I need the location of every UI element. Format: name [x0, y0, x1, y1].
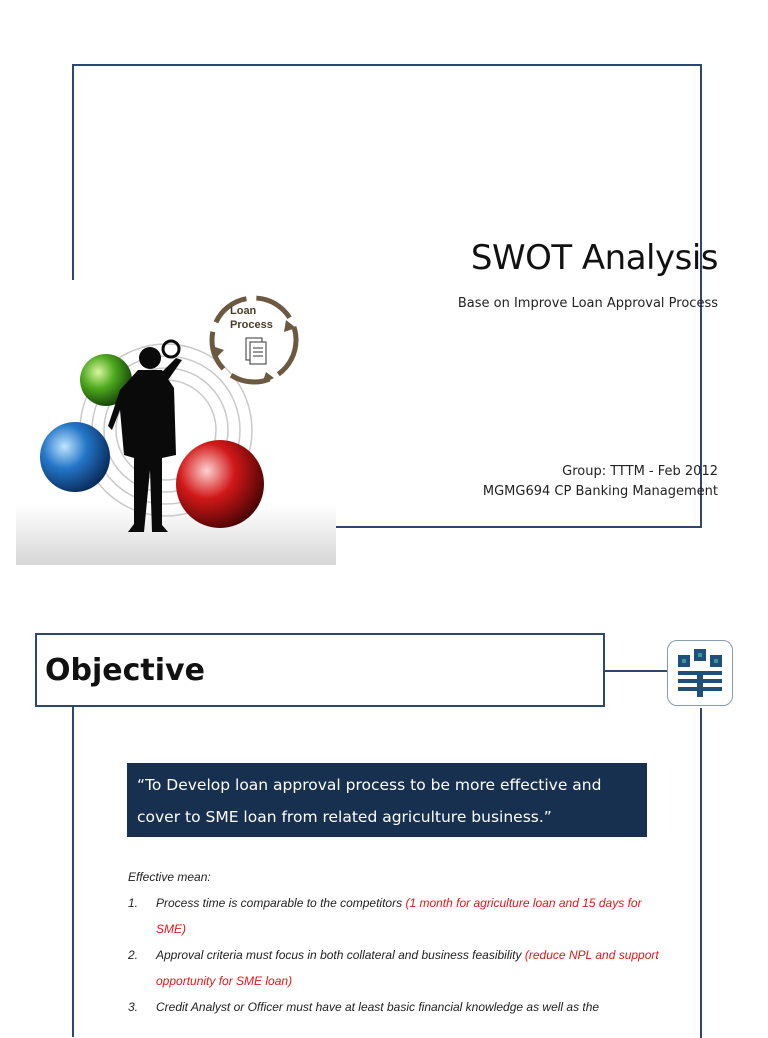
objective-quote: “To Develop loan approval process to be more effective and cover to SME loan from related agriculture business.” — [127, 763, 647, 837]
frame-line-left — [72, 707, 74, 1037]
list-highlight: (reduce NPL and support opportunity for SME loan) — [156, 948, 659, 988]
list-number: 1. — [128, 896, 139, 910]
list-text: Credit Analyst or Officer must have at least basic financial knowledge as well as the — [156, 1000, 600, 1014]
bank-logo-svg — [668, 641, 732, 705]
objective-header — [35, 633, 605, 707]
diagram-label-line1: Loan — [230, 305, 257, 317]
list-text: Approval criteria must focus in both collateral and business feasibility — [156, 948, 525, 962]
group-info — [483, 462, 718, 502]
list-highlight: (1 month for agriculture loan and 15 days for SME) — [156, 896, 642, 936]
slide-subtitle: Base on Improve Loan Approval Process — [457, 296, 718, 311]
bank-logo-icon — [667, 640, 733, 706]
list-text: Process time is comparable to the competitors — [156, 896, 406, 910]
list-number: 2. — [128, 948, 139, 962]
effective-list — [128, 890, 668, 1020]
floor-shadow — [16, 505, 336, 565]
frame-connector — [605, 670, 667, 672]
slide-title: SWOT Analysis — [470, 238, 718, 278]
group-line-1: Group: TTTM - Feb 2012 — [562, 464, 718, 479]
group-line-2: MGMG694 CP Banking Management — [482, 484, 718, 499]
diagram-label-line2: Process — [230, 319, 273, 331]
objective-title: Objective — [45, 653, 205, 688]
list-item — [128, 942, 668, 994]
loan-process-cycle — [212, 298, 296, 384]
illustration-svg — [16, 280, 336, 570]
list-item — [128, 994, 668, 1020]
blue-globe-icon — [40, 422, 110, 492]
objective-slide — [0, 600, 768, 1024]
list-item — [128, 890, 668, 942]
red-globe-icon — [176, 440, 264, 528]
frame-line-right — [700, 708, 702, 1038]
illustration — [16, 280, 336, 570]
effective-label: Effective mean: — [128, 870, 211, 884]
list-number: 3. — [128, 1000, 139, 1014]
